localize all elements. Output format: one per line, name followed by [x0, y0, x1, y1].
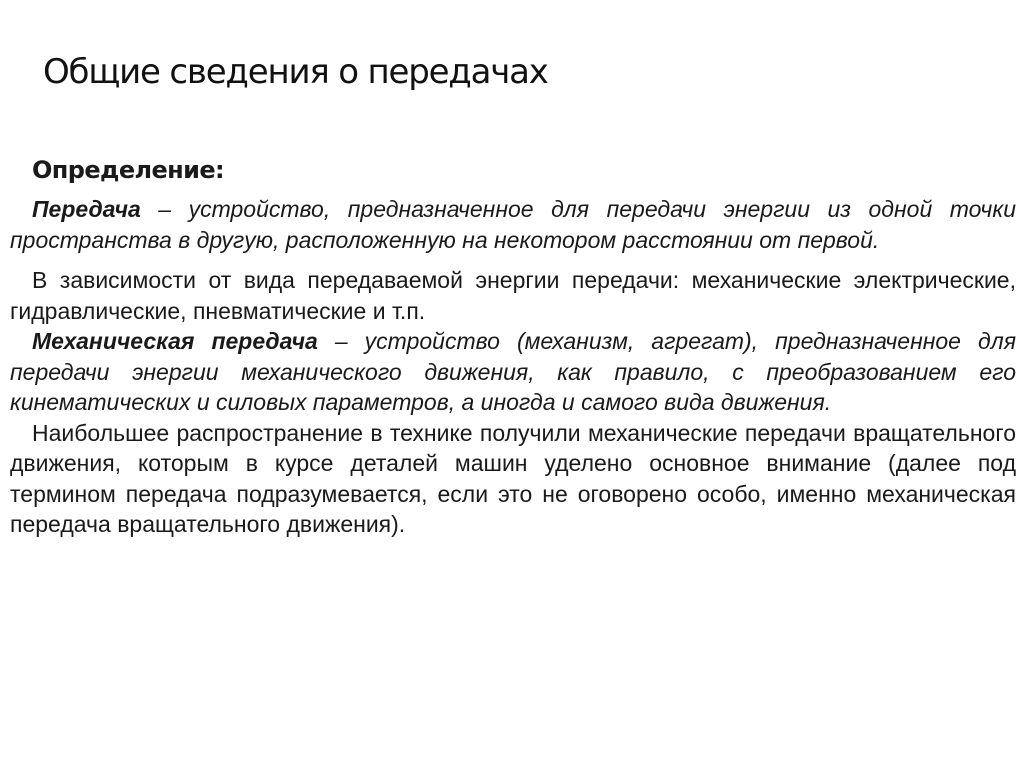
slide-body — [10, 150, 1016, 540]
mechanical-term: Механическая передача — [32, 328, 318, 354]
definition-heading: Определение: — [32, 156, 225, 184]
definition-text: – устройство, предназначенное для передачи энергии из одной точки пространства в другую, расположенную на некотором расстоянии от первой. — [10, 196, 1016, 253]
mechanical-definition-paragraph — [10, 326, 1016, 418]
slide-title: Общие сведения о передачах — [43, 52, 548, 92]
usage-paragraph: Наибольшее распространение в технике получили механические передачи вращательного движения, которым в курсе деталей машин уделено основное внимание (далее под термином передача подразумевается, если это не оговорено особо, именно механическая передача вращательного движения). — [10, 419, 1016, 537]
mechanical-text: – устройство (механизм, агрегат), предназначенное для передачи энергии механического движения, как правило, с преобразованием его кинематических и силовых параметров, а иногда и самого вида движения. — [10, 328, 1016, 415]
definition-term: Передача — [32, 196, 141, 222]
energy-types-paragraph: В зависимости от вида передаваемой энергии передачи: механические электрические, гидравлические, пневматические и т.п. — [10, 267, 1016, 324]
definition-paragraph — [10, 194, 1016, 255]
